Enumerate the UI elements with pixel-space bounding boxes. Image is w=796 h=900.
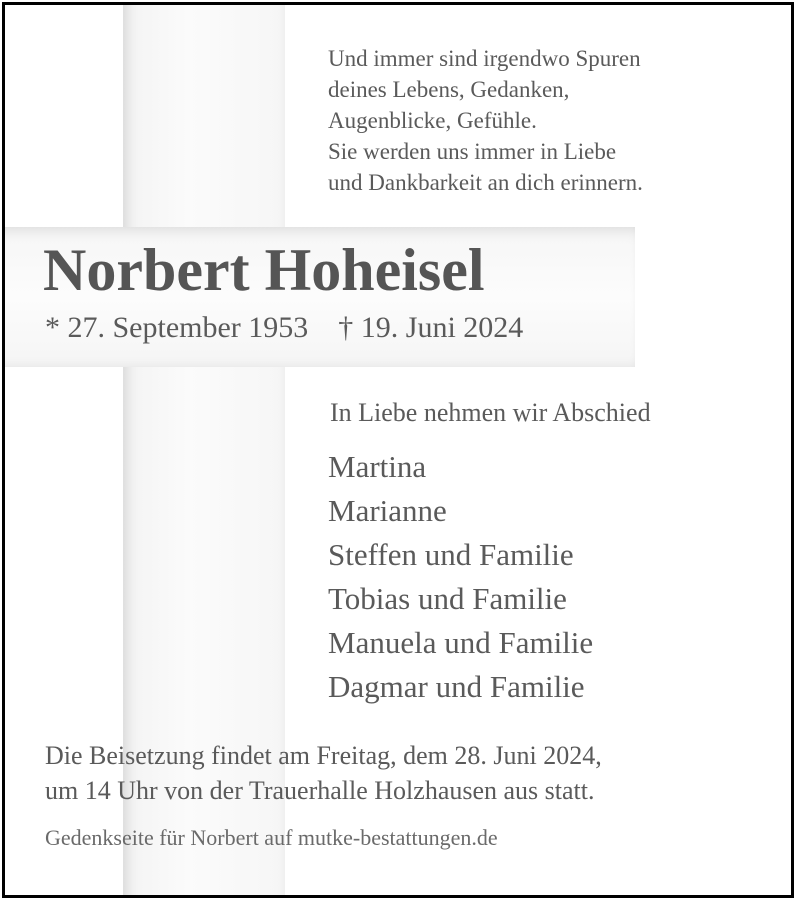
poem-line: Und immer sind irgendwo Spuren (328, 46, 641, 71)
death-date: † 19. Juni 2024 (338, 311, 524, 344)
family-member: Marianne (328, 493, 447, 528)
family-member: Tobias und Familie (328, 581, 567, 616)
family-member: Dagmar und Familie (328, 669, 585, 704)
poem-line: Sie werden uns immer in Liebe (328, 139, 617, 164)
poem-line: und Dankbarkeit an dich erinnern. (328, 170, 643, 195)
family-member: Steffen und Familie (328, 537, 574, 572)
deceased-name: Norbert Hoheisel (43, 237, 485, 303)
burial-line: Die Beisetzung findet am Freitag, dem 28. Juni 2024, (45, 741, 602, 770)
family-member: Manuela und Familie (328, 625, 594, 660)
memorial-page-note: Gedenkseite für Norbert auf mutke-bestattungen.de (45, 825, 498, 850)
burial-notice (45, 738, 602, 808)
poem-line: deines Lebens, Gedanken, (328, 77, 570, 102)
birth-date: * 27. September 1953 (45, 311, 309, 344)
family-member: Martina (328, 449, 427, 484)
farewell-line: In Liebe nehmen wir Abschied (330, 398, 651, 427)
poem (328, 43, 643, 198)
burial-line: um 14 Uhr von der Trauerhalle Holzhausen aus statt. (45, 776, 595, 805)
poem-line: Augenblicke, Gefühle. (328, 108, 537, 133)
life-dates (45, 310, 523, 346)
family-list (328, 445, 593, 709)
